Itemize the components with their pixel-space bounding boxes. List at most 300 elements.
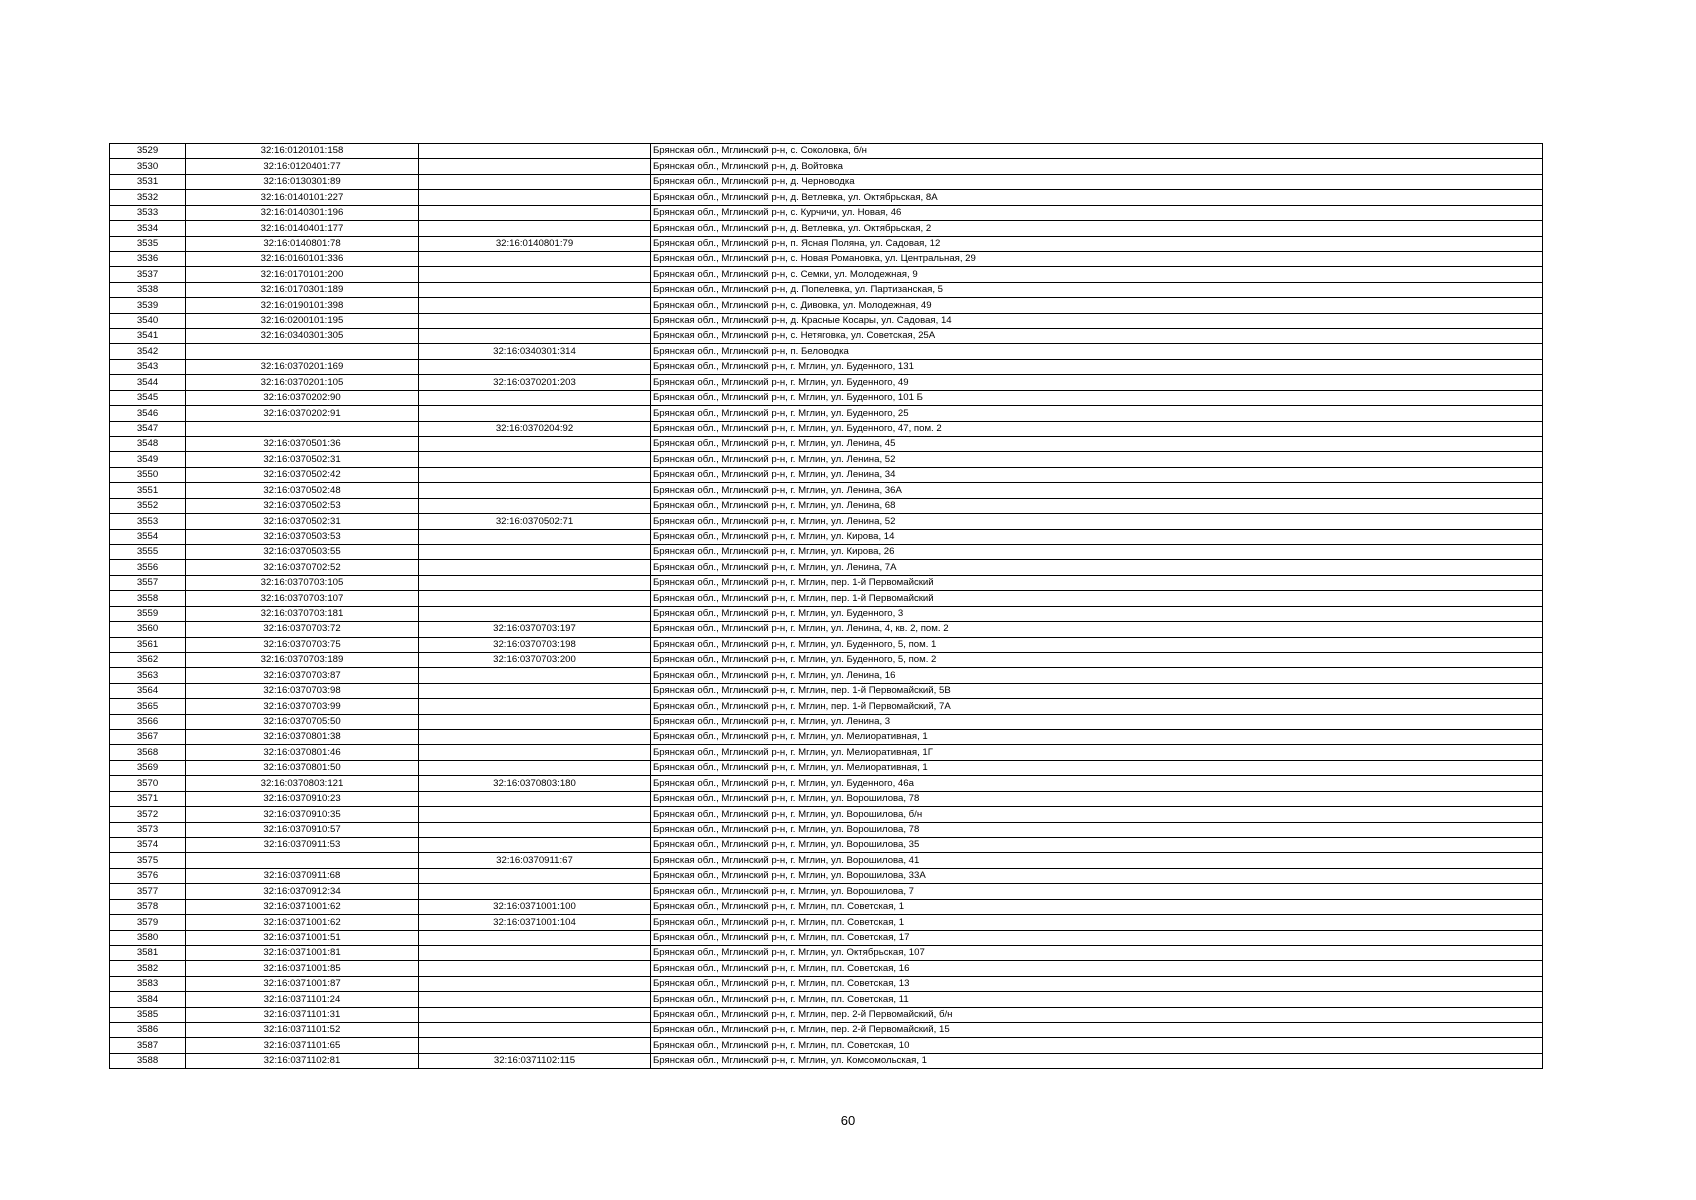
- address-cell: Брянская обл., Мглинский р-н, д. Ветлевка, ул. Октябрьская, 8А: [651, 190, 1543, 205]
- related-cadastral-number-cell: [419, 560, 651, 575]
- address-cell: Брянская обл., Мглинский р-н, г. Мглин, ул. Буденного, 47, пом. 2: [651, 421, 1543, 436]
- related-cadastral-number-cell: [419, 699, 651, 714]
- row-number-cell: 3529: [110, 144, 186, 159]
- address-cell: Брянская обл., Мглинский р-н, г. Мглин, ул. Буденного, 131: [651, 359, 1543, 374]
- related-cadastral-number-cell: [419, 945, 651, 960]
- cadastral-number-cell: 32:16:0370502:31: [186, 452, 419, 467]
- row-number-cell: 3540: [110, 313, 186, 328]
- table-row: [110, 467, 1543, 482]
- cadastral-number-cell: 32:16:0370703:75: [186, 637, 419, 652]
- cadastral-number-cell: [186, 344, 419, 359]
- address-cell: Брянская обл., Мглинский р-н, г. Мглин, пл. Советская, 1: [651, 915, 1543, 930]
- row-number-cell: 3559: [110, 606, 186, 621]
- related-cadastral-number-cell: 32:16:0370803:180: [419, 776, 651, 791]
- table-row: [110, 699, 1543, 714]
- table-row: [110, 544, 1543, 559]
- related-cadastral-number-cell: [419, 591, 651, 606]
- related-cadastral-number-cell: [419, 483, 651, 498]
- address-cell: Брянская обл., Мглинский р-н, г. Мглин, ул. Буденного, 49: [651, 375, 1543, 390]
- cadastral-number-cell: 32:16:0370202:91: [186, 406, 419, 421]
- cadastral-number-cell: 32:16:0370801:38: [186, 730, 419, 745]
- address-cell: Брянская обл., Мглинский р-н, с. Соколовка, б/н: [651, 144, 1543, 159]
- row-number-cell: 3572: [110, 807, 186, 822]
- address-cell: Брянская обл., Мглинский р-н, г. Мглин, ул. Мелиоративная, 1: [651, 760, 1543, 775]
- table-row: [110, 251, 1543, 266]
- table-row: [110, 344, 1543, 359]
- cadastral-number-cell: 32:16:0370803:121: [186, 776, 419, 791]
- related-cadastral-number-cell: [419, 144, 651, 159]
- cadastral-number-cell: 32:16:0370912:34: [186, 884, 419, 899]
- row-number-cell: 3584: [110, 992, 186, 1007]
- related-cadastral-number-cell: 32:16:0370502:71: [419, 514, 651, 529]
- address-cell: Брянская обл., Мглинский р-н, г. Мглин, пер. 1-й Первомайский: [651, 575, 1543, 590]
- cadastral-number-cell: 32:16:0370202:90: [186, 390, 419, 405]
- cadastral-number-cell: 32:16:0340301:305: [186, 329, 419, 344]
- related-cadastral-number-cell: 32:16:0371001:104: [419, 915, 651, 930]
- table-row: [110, 884, 1543, 899]
- row-number-cell: 3539: [110, 298, 186, 313]
- related-cadastral-number-cell: [419, 174, 651, 189]
- related-cadastral-number-cell: [419, 221, 651, 236]
- row-number-cell: 3575: [110, 853, 186, 868]
- row-number-cell: 3567: [110, 730, 186, 745]
- related-cadastral-number-cell: [419, 807, 651, 822]
- cadastral-number-cell: 32:16:0370703:87: [186, 668, 419, 683]
- address-cell: Брянская обл., Мглинский р-н, г. Мглин, пл. Советская, 10: [651, 1038, 1543, 1053]
- related-cadastral-number-cell: 32:16:0340301:314: [419, 344, 651, 359]
- address-cell: Брянская обл., Мглинский р-н, г. Мглин, пер. 1-й Первомайский: [651, 591, 1543, 606]
- cadastral-number-cell: 32:16:0130301:89: [186, 174, 419, 189]
- table-row: [110, 961, 1543, 976]
- table-row: [110, 637, 1543, 652]
- related-cadastral-number-cell: [419, 452, 651, 467]
- related-cadastral-number-cell: [419, 437, 651, 452]
- table-row: [110, 359, 1543, 374]
- cadastral-number-cell: [186, 421, 419, 436]
- table-row: [110, 776, 1543, 791]
- address-cell: Брянская обл., Мглинский р-н, г. Мглин, ул. Комсомольская, 1: [651, 1053, 1543, 1068]
- related-cadastral-number-cell: [419, 1038, 651, 1053]
- cadastral-number-cell: 32:16:0370910:57: [186, 822, 419, 837]
- address-cell: Брянская обл., Мглинский р-н, г. Мглин, ул. Ворошилова, б/н: [651, 807, 1543, 822]
- table-row: [110, 498, 1543, 513]
- row-number-cell: 3578: [110, 899, 186, 914]
- address-cell: Брянская обл., Мглинский р-н, с. Дивовка, ул. Молодежная, 49: [651, 298, 1543, 313]
- address-cell: Брянская обл., Мглинский р-н, с. Семки, ул. Молодежная, 9: [651, 267, 1543, 282]
- row-number-cell: 3564: [110, 683, 186, 698]
- table-row: [110, 714, 1543, 729]
- related-cadastral-number-cell: [419, 683, 651, 698]
- address-cell: Брянская обл., Мглинский р-н, г. Мглин, ул. Ворошилова, 35: [651, 837, 1543, 852]
- table-row: [110, 899, 1543, 914]
- address-cell: Брянская обл., Мглинский р-н, г. Мглин, ул. Октябрьская, 107: [651, 945, 1543, 960]
- table-row: [110, 483, 1543, 498]
- cadastral-number-cell: 32:16:0370910:35: [186, 807, 419, 822]
- address-cell: Брянская обл., Мглинский р-н, г. Мглин, ул. Кирова, 26: [651, 544, 1543, 559]
- table-row: [110, 976, 1543, 991]
- row-number-cell: 3550: [110, 467, 186, 482]
- related-cadastral-number-cell: [419, 282, 651, 297]
- table-row: [110, 606, 1543, 621]
- table-row: [110, 267, 1543, 282]
- table-row: [110, 313, 1543, 328]
- cadastral-number-cell: 32:16:0140801:78: [186, 236, 419, 251]
- address-cell: Брянская обл., Мглинский р-н, п. Ясная Поляна, ул. Садовая, 12: [651, 236, 1543, 251]
- address-cell: Брянская обл., Мглинский р-н, г. Мглин, ул. Ленина, 16: [651, 668, 1543, 683]
- cadastral-number-cell: 32:16:0371101:52: [186, 1023, 419, 1038]
- related-cadastral-number-cell: [419, 884, 651, 899]
- row-number-cell: 3573: [110, 822, 186, 837]
- table-row: [110, 375, 1543, 390]
- related-cadastral-number-cell: [419, 745, 651, 760]
- related-cadastral-number-cell: [419, 606, 651, 621]
- related-cadastral-number-cell: [419, 313, 651, 328]
- related-cadastral-number-cell: 32:16:0370911:67: [419, 853, 651, 868]
- related-cadastral-number-cell: [419, 359, 651, 374]
- related-cadastral-number-cell: [419, 930, 651, 945]
- related-cadastral-number-cell: 32:16:0370201:203: [419, 375, 651, 390]
- cadastral-number-cell: 32:16:0371102:81: [186, 1053, 419, 1068]
- row-number-cell: 3531: [110, 174, 186, 189]
- address-cell: Брянская обл., Мглинский р-н, д. Попелевка, ул. Партизанская, 5: [651, 282, 1543, 297]
- table-row: [110, 622, 1543, 637]
- row-number-cell: 3587: [110, 1038, 186, 1053]
- address-cell: Брянская обл., Мглинский р-н, г. Мглин, ул. Буденного, 101 Б: [651, 390, 1543, 405]
- row-number-cell: 3544: [110, 375, 186, 390]
- row-number-cell: 3576: [110, 868, 186, 883]
- table-row: [110, 144, 1543, 159]
- table-row: [110, 652, 1543, 667]
- row-number-cell: 3586: [110, 1023, 186, 1038]
- address-cell: Брянская обл., Мглинский р-н, г. Мглин, ул. Мелиоративная, 1Г: [651, 745, 1543, 760]
- related-cadastral-number-cell: 32:16:0370703:197: [419, 622, 651, 637]
- row-number-cell: 3580: [110, 930, 186, 945]
- cadastral-number-cell: 32:16:0370705:50: [186, 714, 419, 729]
- cadastral-number-cell: 32:16:0370801:46: [186, 745, 419, 760]
- related-cadastral-number-cell: [419, 976, 651, 991]
- address-cell: Брянская обл., Мглинский р-н, д. Красные Косары, ул. Садовая, 14: [651, 313, 1543, 328]
- table-row: [110, 282, 1543, 297]
- table-row: [110, 575, 1543, 590]
- row-number-cell: 3574: [110, 837, 186, 852]
- table-row: [110, 853, 1543, 868]
- table-row: [110, 1007, 1543, 1022]
- address-cell: Брянская обл., Мглинский р-н, г. Мглин, ул. Ворошилова, 78: [651, 822, 1543, 837]
- table-row: [110, 329, 1543, 344]
- address-cell: Брянская обл., Мглинский р-н, г. Мглин, ул. Ленина, 36А: [651, 483, 1543, 498]
- address-cell: Брянская обл., Мглинский р-н, г. Мглин, ул. Мелиоративная, 1: [651, 730, 1543, 745]
- address-cell: Брянская обл., Мглинский р-н, г. Мглин, ул. Ленина, 68: [651, 498, 1543, 513]
- row-number-cell: 3543: [110, 359, 186, 374]
- row-number-cell: 3560: [110, 622, 186, 637]
- row-number-cell: 3577: [110, 884, 186, 899]
- cadastral-number-cell: 32:16:0370502:53: [186, 498, 419, 513]
- row-number-cell: 3549: [110, 452, 186, 467]
- table-row: [110, 730, 1543, 745]
- address-cell: Брянская обл., Мглинский р-н, г. Мглин, пер. 2-й Первомайский, 15: [651, 1023, 1543, 1038]
- table-row: [110, 1038, 1543, 1053]
- table-row: [110, 668, 1543, 683]
- cadastral-number-cell: 32:16:0370703:98: [186, 683, 419, 698]
- address-cell: Брянская обл., Мглинский р-н, г. Мглин, пер. 1-й Первомайский, 5В: [651, 683, 1543, 698]
- table-row: [110, 807, 1543, 822]
- address-cell: Брянская обл., Мглинский р-н, г. Мглин, ул. Ворошилова, 33А: [651, 868, 1543, 883]
- related-cadastral-number-cell: 32:16:0371102:115: [419, 1053, 651, 1068]
- address-cell: Брянская обл., Мглинский р-н, г. Мглин, ул. Ленина, 52: [651, 514, 1543, 529]
- related-cadastral-number-cell: [419, 961, 651, 976]
- row-number-cell: 3579: [110, 915, 186, 930]
- cadastral-number-cell: 32:16:0120101:158: [186, 144, 419, 159]
- table-row: [110, 822, 1543, 837]
- row-number-cell: 3557: [110, 575, 186, 590]
- cadastral-number-cell: [186, 853, 419, 868]
- related-cadastral-number-cell: [419, 714, 651, 729]
- table-row: [110, 406, 1543, 421]
- related-cadastral-number-cell: [419, 791, 651, 806]
- row-number-cell: 3581: [110, 945, 186, 960]
- cadastral-number-cell: 32:16:0371101:24: [186, 992, 419, 1007]
- row-number-cell: 3551: [110, 483, 186, 498]
- row-number-cell: 3588: [110, 1053, 186, 1068]
- table-row: [110, 529, 1543, 544]
- page-number: 60: [840, 1113, 856, 1128]
- address-cell: Брянская обл., Мглинский р-н, г. Мглин, пл. Советская, 1: [651, 899, 1543, 914]
- address-cell: Брянская обл., Мглинский р-н, г. Мглин, ул. Буденного, 25: [651, 406, 1543, 421]
- table-row: [110, 591, 1543, 606]
- cadastral-number-cell: 32:16:0370201:169: [186, 359, 419, 374]
- address-cell: Брянская обл., Мглинский р-н, д. Черноводка: [651, 174, 1543, 189]
- related-cadastral-number-cell: 32:16:0370703:198: [419, 637, 651, 652]
- row-number-cell: 3558: [110, 591, 186, 606]
- related-cadastral-number-cell: [419, 837, 651, 852]
- table-row: [110, 190, 1543, 205]
- address-cell: Брянская обл., Мглинский р-н, г. Мглин, ул. Буденного, 3: [651, 606, 1543, 621]
- related-cadastral-number-cell: [419, 760, 651, 775]
- address-cell: Брянская обл., Мглинский р-н, с. Нетяговка, ул. Советская, 25А: [651, 329, 1543, 344]
- cadastral-number-cell: 32:16:0370703:181: [186, 606, 419, 621]
- address-cell: Брянская обл., Мглинский р-н, г. Мглин, ул. Ленина, 34: [651, 467, 1543, 482]
- address-cell: Брянская обл., Мглинский р-н, г. Мглин, ул. Буденного, 5, пом. 1: [651, 637, 1543, 652]
- related-cadastral-number-cell: 32:16:0140801:79: [419, 236, 651, 251]
- table-row: [110, 421, 1543, 436]
- cadastral-number-cell: 32:16:0371101:31: [186, 1007, 419, 1022]
- row-number-cell: 3570: [110, 776, 186, 791]
- related-cadastral-number-cell: [419, 390, 651, 405]
- cadastral-number-cell: 32:16:0200101:195: [186, 313, 419, 328]
- address-cell: Брянская обл., Мглинский р-н, д. Ветлевка, ул. Октябрьская, 2: [651, 221, 1543, 236]
- cadastral-number-cell: 32:16:0170101:200: [186, 267, 419, 282]
- address-cell: Брянская обл., Мглинский р-н, г. Мглин, ул. Буденного, 5, пом. 2: [651, 652, 1543, 667]
- address-cell: Брянская обл., Мглинский р-н, с. Новая Романовка, ул. Центральная, 29: [651, 251, 1543, 266]
- row-number-cell: 3541: [110, 329, 186, 344]
- cadastral-number-cell: 32:16:0370501:36: [186, 437, 419, 452]
- table-row: [110, 945, 1543, 960]
- cadastral-number-cell: 32:16:0370703:72: [186, 622, 419, 637]
- related-cadastral-number-cell: [419, 467, 651, 482]
- cadastral-number-cell: 32:16:0370911:53: [186, 837, 419, 852]
- cadastral-number-cell: 32:16:0140301:196: [186, 205, 419, 220]
- row-number-cell: 3562: [110, 652, 186, 667]
- table-row: [110, 1023, 1543, 1038]
- row-number-cell: 3582: [110, 961, 186, 976]
- related-cadastral-number-cell: [419, 406, 651, 421]
- table-row: [110, 174, 1543, 189]
- row-number-cell: 3547: [110, 421, 186, 436]
- related-cadastral-number-cell: [419, 251, 651, 266]
- row-number-cell: 3536: [110, 251, 186, 266]
- address-cell: Брянская обл., Мглинский р-н, г. Мглин, пер. 2-й Первомайский, б/н: [651, 1007, 1543, 1022]
- row-number-cell: 3561: [110, 637, 186, 652]
- address-cell: Брянская обл., Мглинский р-н, г. Мглин, ул. Ворошилова, 7: [651, 884, 1543, 899]
- table-row: [110, 930, 1543, 945]
- related-cadastral-number-cell: [419, 529, 651, 544]
- related-cadastral-number-cell: [419, 159, 651, 174]
- related-cadastral-number-cell: [419, 544, 651, 559]
- row-number-cell: 3530: [110, 159, 186, 174]
- table-row: [110, 298, 1543, 313]
- row-number-cell: 3542: [110, 344, 186, 359]
- table-row: [110, 760, 1543, 775]
- cadastral-number-cell: 32:16:0370703:105: [186, 575, 419, 590]
- row-number-cell: 3585: [110, 1007, 186, 1022]
- table-row: [110, 221, 1543, 236]
- table-row: [110, 683, 1543, 698]
- related-cadastral-number-cell: [419, 298, 651, 313]
- row-number-cell: 3532: [110, 190, 186, 205]
- cadastral-number-cell: 32:16:0371001:51: [186, 930, 419, 945]
- address-cell: Брянская обл., Мглинский р-н, г. Мглин, пл. Советская, 13: [651, 976, 1543, 991]
- row-number-cell: 3565: [110, 699, 186, 714]
- cadastral-number-cell: 32:16:0370801:50: [186, 760, 419, 775]
- cadastral-number-cell: 32:16:0140101:227: [186, 190, 419, 205]
- address-cell: Брянская обл., Мглинский р-н, г. Мглин, пер. 1-й Первомайский, 7А: [651, 699, 1543, 714]
- related-cadastral-number-cell: [419, 1007, 651, 1022]
- related-cadastral-number-cell: [419, 267, 651, 282]
- row-number-cell: 3556: [110, 560, 186, 575]
- cadastral-number-cell: 32:16:0370703:107: [186, 591, 419, 606]
- table-row: [110, 992, 1543, 1007]
- cadastral-number-cell: 32:16:0370502:48: [186, 483, 419, 498]
- row-number-cell: 3571: [110, 791, 186, 806]
- address-cell: Брянская обл., Мглинский р-н, г. Мглин, ул. Буденного, 46а: [651, 776, 1543, 791]
- related-cadastral-number-cell: 32:16:0370204:92: [419, 421, 651, 436]
- related-cadastral-number-cell: [419, 190, 651, 205]
- row-number-cell: 3534: [110, 221, 186, 236]
- address-cell: Брянская обл., Мглинский р-н, г. Мглин, ул. Ворошилова, 41: [651, 853, 1543, 868]
- cadastral-number-cell: 32:16:0370703:99: [186, 699, 419, 714]
- cadastral-number-cell: 32:16:0370702:52: [186, 560, 419, 575]
- address-cell: Брянская обл., Мглинский р-н, г. Мглин, ул. Ленина, 45: [651, 437, 1543, 452]
- cadastral-number-cell: 32:16:0370703:189: [186, 652, 419, 667]
- row-number-cell: 3538: [110, 282, 186, 297]
- cadastral-number-cell: 32:16:0370201:105: [186, 375, 419, 390]
- address-cell: Брянская обл., Мглинский р-н, г. Мглин, пл. Советская, 16: [651, 961, 1543, 976]
- address-cell: Брянская обл., Мглинский р-н, г. Мглин, ул. Ленина, 4, кв. 2, пом. 2: [651, 622, 1543, 637]
- row-number-cell: 3546: [110, 406, 186, 421]
- row-number-cell: 3533: [110, 205, 186, 220]
- related-cadastral-number-cell: [419, 1023, 651, 1038]
- cadastral-number-cell: 32:16:0371001:62: [186, 915, 419, 930]
- table-row: [110, 159, 1543, 174]
- address-cell: Брянская обл., Мглинский р-н, с. Курчичи, ул. Новая, 46: [651, 205, 1543, 220]
- related-cadastral-number-cell: [419, 498, 651, 513]
- address-cell: Брянская обл., Мглинский р-н, г. Мглин, пл. Советская, 17: [651, 930, 1543, 945]
- related-cadastral-number-cell: [419, 329, 651, 344]
- row-number-cell: 3545: [110, 390, 186, 405]
- table-row: [110, 390, 1543, 405]
- address-cell: Брянская обл., Мглинский р-н, г. Мглин, ул. Ворошилова, 78: [651, 791, 1543, 806]
- cadastral-number-cell: 32:16:0371001:81: [186, 945, 419, 960]
- related-cadastral-number-cell: 32:16:0371001:100: [419, 899, 651, 914]
- row-number-cell: 3553: [110, 514, 186, 529]
- related-cadastral-number-cell: [419, 868, 651, 883]
- table-row: [110, 1053, 1543, 1068]
- related-cadastral-number-cell: [419, 668, 651, 683]
- row-number-cell: 3535: [110, 236, 186, 251]
- cadastral-number-cell: 32:16:0190101:398: [186, 298, 419, 313]
- cadastral-number-cell: 32:16:0370910:23: [186, 791, 419, 806]
- cadastral-number-cell: 32:16:0370503:53: [186, 529, 419, 544]
- cadastral-number-cell: 32:16:0170301:189: [186, 282, 419, 297]
- cadastral-number-cell: 32:16:0370911:68: [186, 868, 419, 883]
- table-body: [110, 144, 1543, 1069]
- cadastral-number-cell: 32:16:0370502:31: [186, 514, 419, 529]
- related-cadastral-number-cell: [419, 205, 651, 220]
- table-row: [110, 560, 1543, 575]
- table-row: [110, 205, 1543, 220]
- related-cadastral-number-cell: [419, 992, 651, 1007]
- row-number-cell: 3537: [110, 267, 186, 282]
- cadastral-number-cell: 32:16:0370503:55: [186, 544, 419, 559]
- address-cell: Брянская обл., Мглинский р-н, г. Мглин, ул. Ленина, 52: [651, 452, 1543, 467]
- cadastral-number-cell: 32:16:0371001:85: [186, 961, 419, 976]
- address-cell: Брянская обл., Мглинский р-н, г. Мглин, ул. Ленина, 7А: [651, 560, 1543, 575]
- row-number-cell: 3583: [110, 976, 186, 991]
- table-row: [110, 437, 1543, 452]
- row-number-cell: 3563: [110, 668, 186, 683]
- cadastral-number-cell: 32:16:0120401:77: [186, 159, 419, 174]
- cadastral-number-cell: 32:16:0160101:336: [186, 251, 419, 266]
- cadastral-number-cell: 32:16:0371001:87: [186, 976, 419, 991]
- table-row: [110, 837, 1543, 852]
- table-row: [110, 915, 1543, 930]
- cadastral-number-cell: 32:16:0370502:42: [186, 467, 419, 482]
- address-cell: Брянская обл., Мглинский р-н, г. Мглин, ул. Кирова, 14: [651, 529, 1543, 544]
- related-cadastral-number-cell: [419, 730, 651, 745]
- address-cell: Брянская обл., Мглинский р-н, г. Мглин, пл. Советская, 11: [651, 992, 1543, 1007]
- cadastral-number-cell: 32:16:0140401:177: [186, 221, 419, 236]
- row-number-cell: 3555: [110, 544, 186, 559]
- address-cell: Брянская обл., Мглинский р-н, г. Мглин, ул. Ленина, 3: [651, 714, 1543, 729]
- row-number-cell: 3552: [110, 498, 186, 513]
- row-number-cell: 3568: [110, 745, 186, 760]
- related-cadastral-number-cell: 32:16:0370703:200: [419, 652, 651, 667]
- table-row: [110, 791, 1543, 806]
- row-number-cell: 3548: [110, 437, 186, 452]
- table-row: [110, 514, 1543, 529]
- row-number-cell: 3554: [110, 529, 186, 544]
- related-cadastral-number-cell: [419, 822, 651, 837]
- table-row: [110, 745, 1543, 760]
- cadastral-number-cell: 32:16:0371101:65: [186, 1038, 419, 1053]
- cadastral-number-cell: 32:16:0371001:62: [186, 899, 419, 914]
- table-row: [110, 868, 1543, 883]
- table-row: [110, 452, 1543, 467]
- address-cell: Брянская обл., Мглинский р-н, д. Войтовка: [651, 159, 1543, 174]
- table-row: [110, 236, 1543, 251]
- address-cell: Брянская обл., Мглинский р-н, п. Беловодка: [651, 344, 1543, 359]
- property-table: [109, 143, 1543, 1069]
